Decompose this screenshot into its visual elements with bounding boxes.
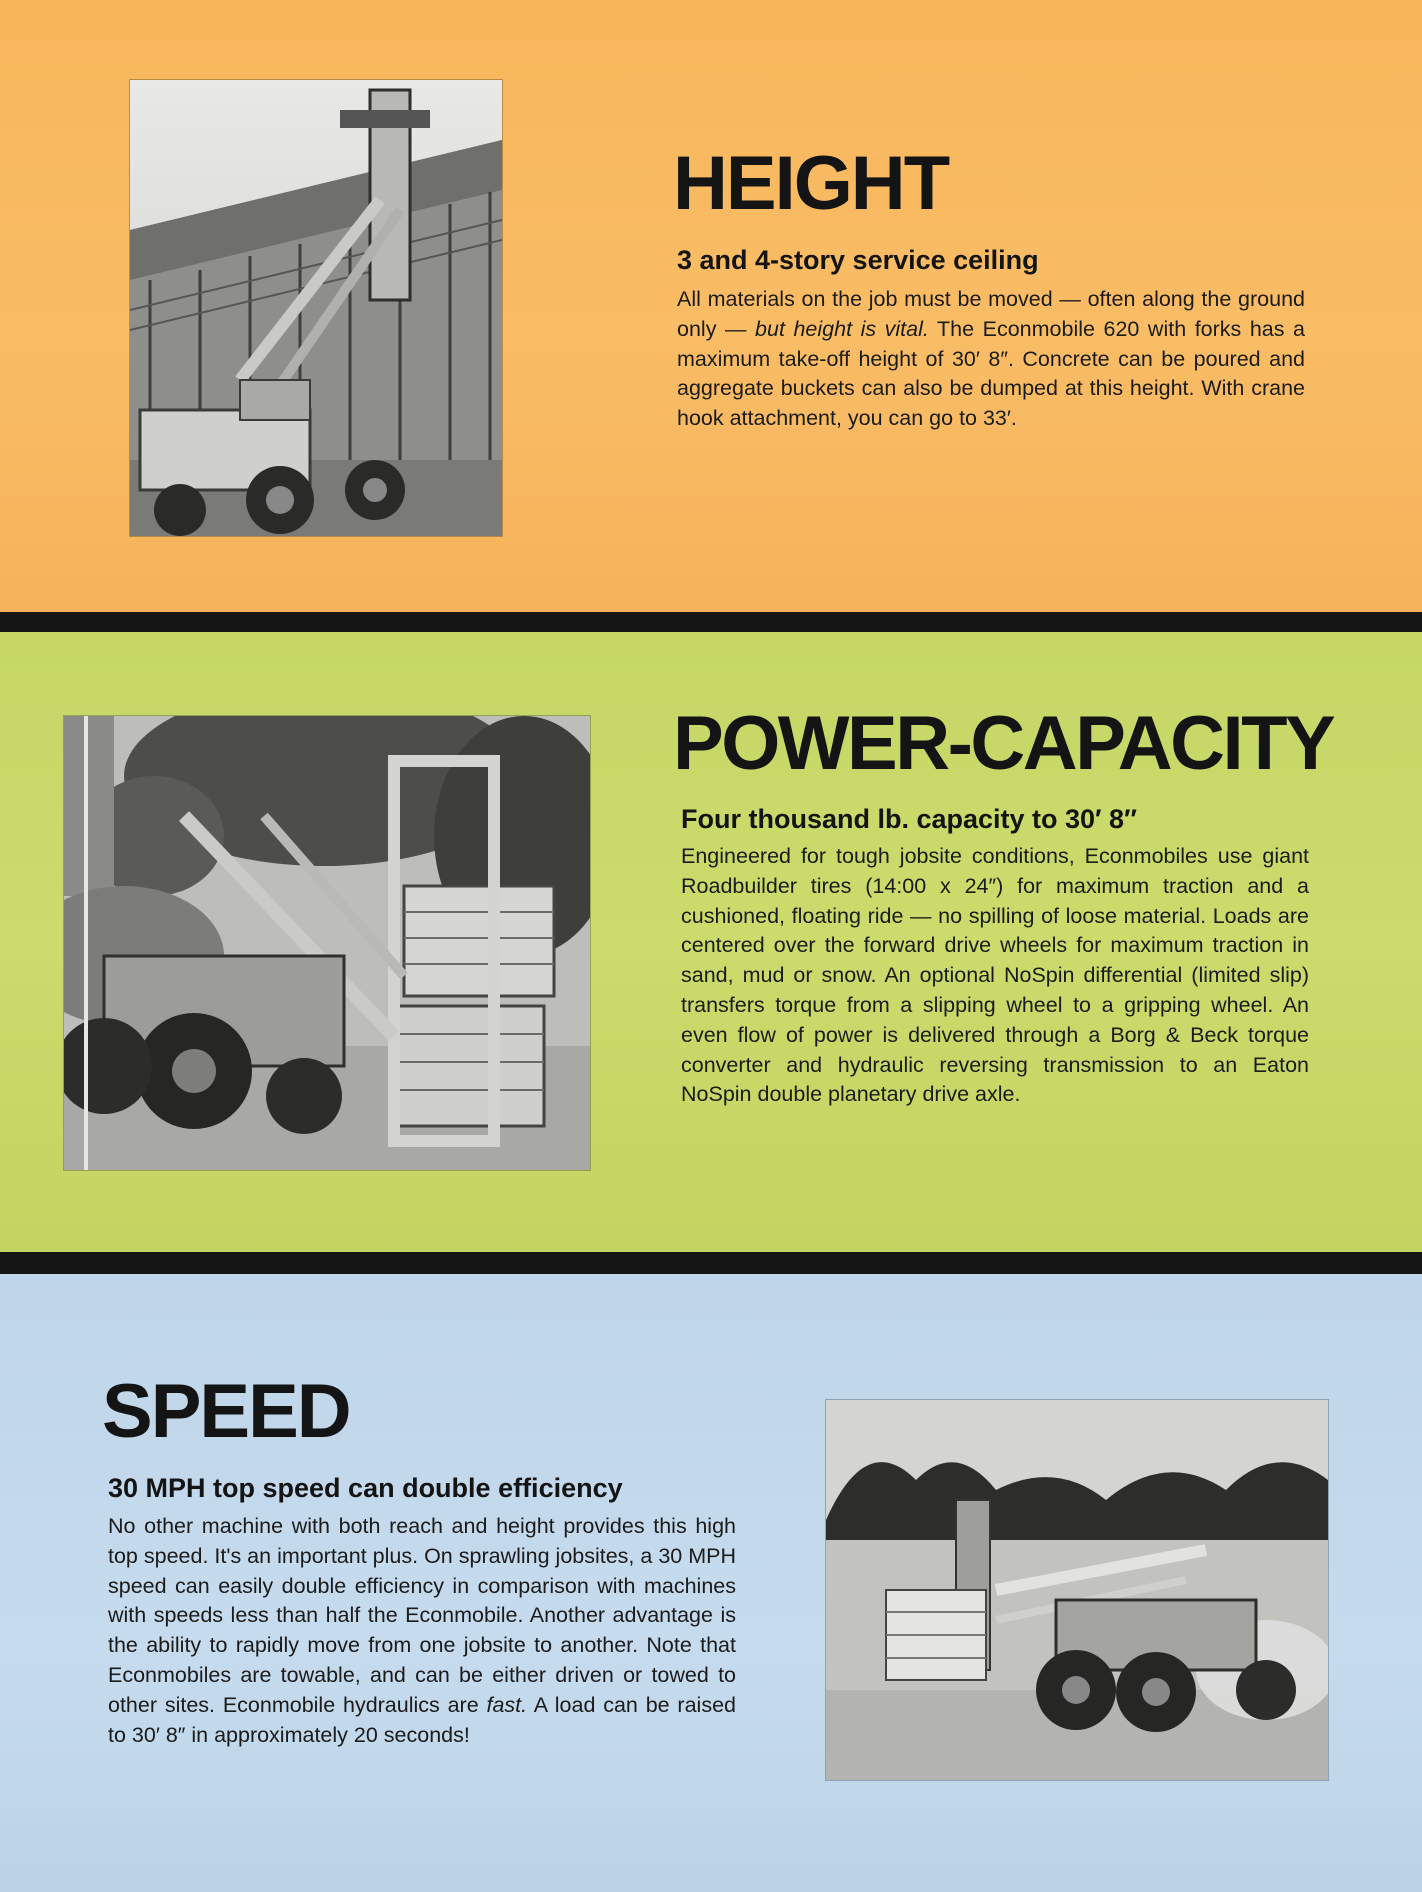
speed-body-part-2: A load can be raised to 30′ 8″ in approximately 20 seconds! [108, 1692, 736, 1747]
height-body-emphasis: but height is vital. [755, 316, 929, 341]
forklift-bricks-photo [64, 716, 590, 1170]
forklift-driving-photo [826, 1400, 1328, 1780]
height-title: HEIGHT [673, 141, 949, 226]
height-body-part-1: All materials on the job must be moved — often along the ground only — [677, 287, 1305, 341]
height-body-part-2: The Econmobile 620 with forks has a maximum take-off height of 30′ 8″. Concrete can be poured and aggregate buckets can also be dumped at this height. With crane hook attachment, you can go to 33′. [677, 316, 1305, 431]
forklift-building-photo-icon [130, 80, 502, 536]
speed-body-emphasis: fast. [486, 1692, 528, 1717]
height-body [677, 285, 1305, 434]
speed-section [0, 1274, 1422, 1892]
forklift-bricks-photo-icon [64, 716, 590, 1170]
speed-body-part-1: No other machine with both reach and height provides this high top speed. It's an important plus. On sprawling jobsites, a 30 MPH speed can easily double efficiency in comparison with machines with speeds less than half the Econmobile. Another advantage is the ability to rapidly move from one jobsite to another. Note that Econmobiles are towable, and can be either driven or towed to other sites. Econmobile hydraulics are [108, 1514, 736, 1717]
power-body: Engineered for tough jobsite conditions, Econmobiles use giant Roadbuilder tires (14:00 x 24″) for maximum traction and a cushioned, floating ride — no spilling of loose material. Loads are centered over the forward drive wheels for maximum traction in sand, mud or snow. An optional NoSpin differential (limited slip) transfers torque from a slipping wheel to a gripping wheel. An even flow of power is delivered through a Borg & Beck torque converter and hydraulic reversing transmission to an Eaton NoSpin double planetary drive axle. [681, 844, 1309, 1107]
speed-title: SPEED [102, 1369, 350, 1454]
section-divider-2 [0, 1252, 1422, 1274]
power-section [0, 632, 1422, 1252]
speed-subtitle: 30 MPH top speed can double efficiency [108, 1473, 623, 1503]
height-subtitle: 3 and 4-story service ceiling [677, 245, 1039, 275]
height-section [0, 0, 1422, 612]
power-subtitle: Four thousand lb. capacity to 30′ 8″ [681, 804, 1137, 834]
forklift-driving-photo-icon [826, 1400, 1328, 1780]
section-divider [0, 612, 1422, 632]
power-title: POWER-CAPACITY [673, 701, 1334, 786]
forklift-building-photo [130, 80, 502, 536]
speed-body [108, 1512, 736, 1750]
